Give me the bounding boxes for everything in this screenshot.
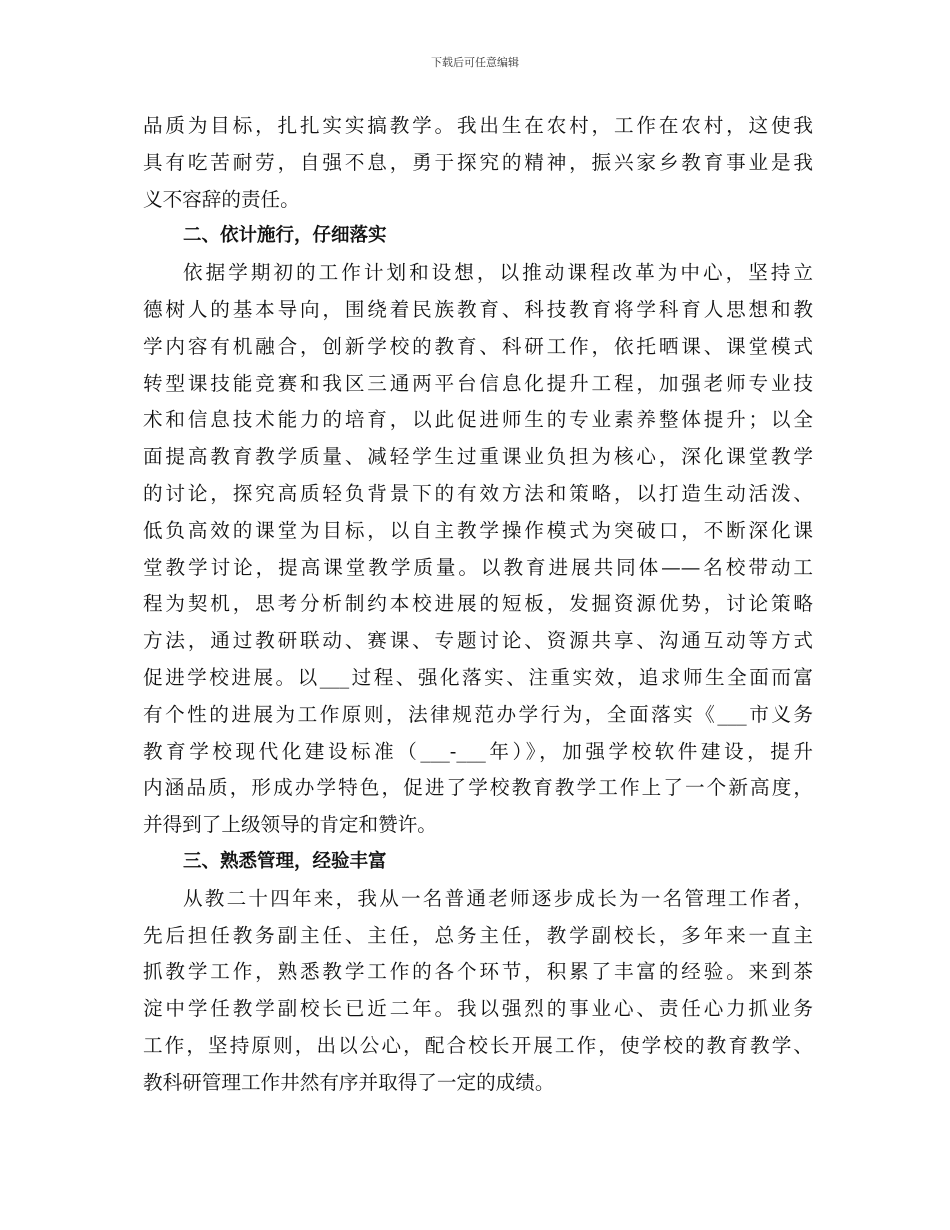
paragraph-line: 方法，通过教研联动、赛课、专题讨论、资源共享、沟通互动等方式: [143, 629, 813, 653]
paragraph-line: 义不容辞的责任。: [143, 187, 300, 211]
section-heading: 三、熟悉管理，经验丰富: [183, 850, 387, 872]
paragraph-line: 从教二十四年来，我从一名普通老师逐步成长为一名管理工作者，: [183, 886, 813, 910]
paragraph-line: 程为契机，思考分析制约本校进展的短板，发掘资源优势，讨论策略: [143, 592, 813, 616]
paragraph-line: 教育学校现代化建设标准（___-___年）》，加强学校软件建设，提升: [143, 739, 813, 763]
paragraph-line: 促进学校进展。以___过程、强化落实、注重实效，追求师生全面而富: [143, 665, 813, 689]
paragraph-line: 低负高效的课堂为目标，以自主教学操作模式为突破口，不断深化课: [143, 518, 813, 542]
paragraph-line: 具有吃苦耐劳，自强不息，勇于探究的精神，振兴家乡教育事业是我: [143, 150, 813, 174]
paragraph-line: 有个性的进展为工作原则，法律规范办学行为，全面落实《___市义务: [143, 702, 813, 726]
paragraph-line: 依据学期初的工作计划和设想，以推动课程改革为中心，坚持立: [183, 261, 813, 285]
paragraph-line: 学内容有机融合，创新学校的教育、科研工作，依托晒课、课堂模式: [143, 334, 813, 358]
section-heading: 二、依计施行，仔细落实: [183, 225, 387, 247]
paragraph-line: 的讨论，探究高质轻负背景下的有效方法和策略，以打造生动活泼、: [143, 481, 813, 505]
paragraph-line: 并得到了上级领导的肯定和赞许。: [143, 813, 437, 837]
paragraph-line: 术和信息技术能力的培育，以此促进师生的专业素养整体提升；以全: [143, 408, 813, 432]
paragraph-line: 品质为目标，扎扎实实搞教学。我出生在农村，工作在农村，这使我: [143, 114, 813, 137]
paragraph-line: 面提高教育教学质量、减轻学生过重课业负担为核心，深化课堂教学: [143, 445, 813, 469]
page-header: 下载后可任意编辑: [431, 56, 519, 69]
paragraph-line: 德树人的基本导向，围绕着民族教育、科技教育将学科育人思想和教: [143, 297, 813, 321]
paragraph-line: 先后担任教务副主任、主任，总务主任，教学副校长，多年来一直主: [143, 923, 813, 947]
paragraph-line: 抓教学工作，熟悉教学工作的各个环节，积累了丰富的经验。来到茶: [143, 960, 813, 984]
paragraph-line: 工作，坚持原则，出以公心，配合校长开展工作，使学校的教育教学、: [143, 1033, 813, 1057]
paragraph-line: 堂教学讨论，提高课堂教学质量。以教育进展共同体——名校带动工: [143, 555, 813, 579]
paragraph-line: 教科研管理工作井然有序并取得了一定的成绩。: [143, 1070, 555, 1094]
paragraph-line: 内涵品质，形成办学特色，促进了学校教育教学工作上了一个新高度，: [143, 776, 813, 800]
document-body: [143, 108, 813, 1102]
paragraph-line: 转型课技能竞赛和我区三通两平台信息化提升工程，加强老师专业技: [143, 371, 813, 395]
paragraph-line: 淀中学任教学副校长已近二年。我以强烈的事业心、责任心力抓业务: [143, 997, 813, 1021]
